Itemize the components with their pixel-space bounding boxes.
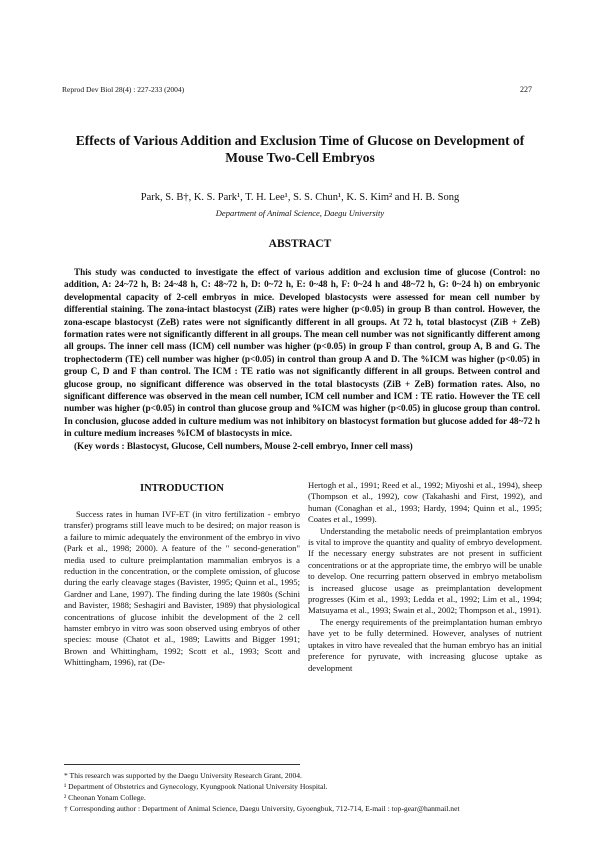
footnote-affiliation-2: ² Cheonan Yonam College. <box>64 793 146 802</box>
footnote-corresponding-author: † Corresponding author : Department of Animal Science, Daegu University, Gyoengbuk, 712-714, E-mail : top-gear@hanmail.net <box>64 804 460 813</box>
intro-paragraph-continued: Hertogh et al., 1991; Reed et al., 1992; Miyoshi et al., 1994), sheep (Thompson et al., 1992), cow (Takahashi and First, 1992), and human (Conaghan et al., 1993; Hardy, 1994; Quinn et al., 1995; Coates et al., 1999). <box>308 480 542 525</box>
left-column <box>64 509 300 669</box>
journal-citation: Reprod Dev Biol 28(4) : 227-233 (2004) <box>62 85 185 94</box>
abstract-section <box>64 266 540 452</box>
footnote-funding: * This research was supported by the Daegu University Research Grant, 2004. <box>64 771 302 780</box>
intro-paragraph: Understanding the metabolic needs of preimplantation embryos is vital to improve the quantity and quality of embryo development. If the necessary energy substrates are not present in sufficient concentrations or at the appropriate time, the embryo will be unable to develop. One recurring pattern observed in embryo metabolism is increased glucose usage as preimplantation development progresses (Kim et al., 1993; Ledda et al., 1992; Lim et al., 1994; Matsuyama et al., 1993; Swain et al., 2002; Thompson et al., 1991). <box>308 525 542 616</box>
footnote-divider <box>64 764 300 765</box>
footnotes <box>64 770 544 814</box>
author-list: Park, S. B†, K. S. Park¹, T. H. Lee¹, S. S. Chun¹, K. S. Kim² and H. B. Song <box>140 192 460 203</box>
keywords: (Key words : Blastocyst, Glucose, Cell numbers, Mouse 2-cell embryo, Inner cell mass) <box>74 440 413 451</box>
footnote-affiliation-1: ¹ Department of Obstetrics and Gynecology, Kyungpook National University Hospital. <box>64 782 328 791</box>
intro-paragraph: The energy requirements of the preimplantation human embryo have yet to be fully determined. However, analyses of nutrient uptakes in vitro have revealed that the human embryo has an initial preference for pyruvate, with increasing glucose uptake as development <box>308 616 542 673</box>
paper-title: Effects of Various Addition and Exclusion Time of Glucose on Development of Mouse Two-Cell Embryos <box>75 133 525 165</box>
abstract-body: This study was conducted to investigate the effect of various addition and exclusion time of glucose (Control: no addition, A: 24~72 h, B: 24~48 h, C: 48~72 h, D: 0~72 h, E: 0~48 h, F: 0~24 h and 48~72 h, G: 0~24 h) on embryonic developmental capacity of 2-cell embryos in mice. Developed blastocysts were assessed for mean cell number by differential staining. The zona-intact blastocyst (ZiB) rates were higher (p<0.05) in group B than control. However, the zona-escape blastocyst (ZeB) rates were not significantly different in all groups. At 72 h, total blastocyst (ZiB + ZeB) formation rates were not significantly different in all groups. The mean cell number was not significantly different among all groups. The inner cell mass (ICM) cell number was higher (p<0.05) in group F than control, group A, B and G. The trophectoderm (TE) cell number was higher (p<0.05) in control than group A and D. The %ICM was higher (p<0.05) in group C, D and F than control. The ICM : TE ratio was not significantly different in all groups. Between control and glucose group, no significant difference was observed in the total blastocysts (ZiB + ZeB) formation rates. Also, no significant difference was observed in the mean cell number, ICM cell number and ICM : TE ratio. However the TE cell number was higher (p<0.05) in control than glucose group and %ICM was higher (p<0.05) in glucose group than control. In conclusion, glucose added in culture medium was not inhibitory on blastocyst formation but glucose added for 48~72 h in culture medium increases %ICM of blastocysts in mice. <box>64 267 540 439</box>
right-column <box>308 480 542 674</box>
abstract-heading: ABSTRACT <box>268 238 332 250</box>
intro-paragraph: Success rates in human IVF-ET (in vitro fertilization - embryo transfer) programs still leave much to be desired; on major reason is a failure to mimic adequately the environment of the embryo in vivo (Park et al., 1998; 2000). A feature of the " second-generation" media used to culture preimplantation mammalian embryos is a reduction in the concentration, or the complete omission, of glucose during the early cleavage stages (Bavister, 1995; Quinn et al., 1995; Gardner and Lane, 1997). The finding during the late 1980s (Schini and Bavister, 1988; Seshagiri and Bavister, 1989) that physiological concentrations of glucose inhibit the development of the 2 cell hamster embryo in vitro was soon observed using embryos of other species: mouse (Chatot et al., 1989; Lawitts and Bigger 1991; Brown and Whittingham, 1992; Scott et al., 1993; Scott and Whittingham, 1996), rat (De- <box>64 509 300 668</box>
introduction-heading: INTRODUCTION <box>139 483 224 494</box>
affiliation: Department of Animal Science, Daegu University <box>215 208 385 218</box>
page-number: 227 <box>520 85 532 94</box>
